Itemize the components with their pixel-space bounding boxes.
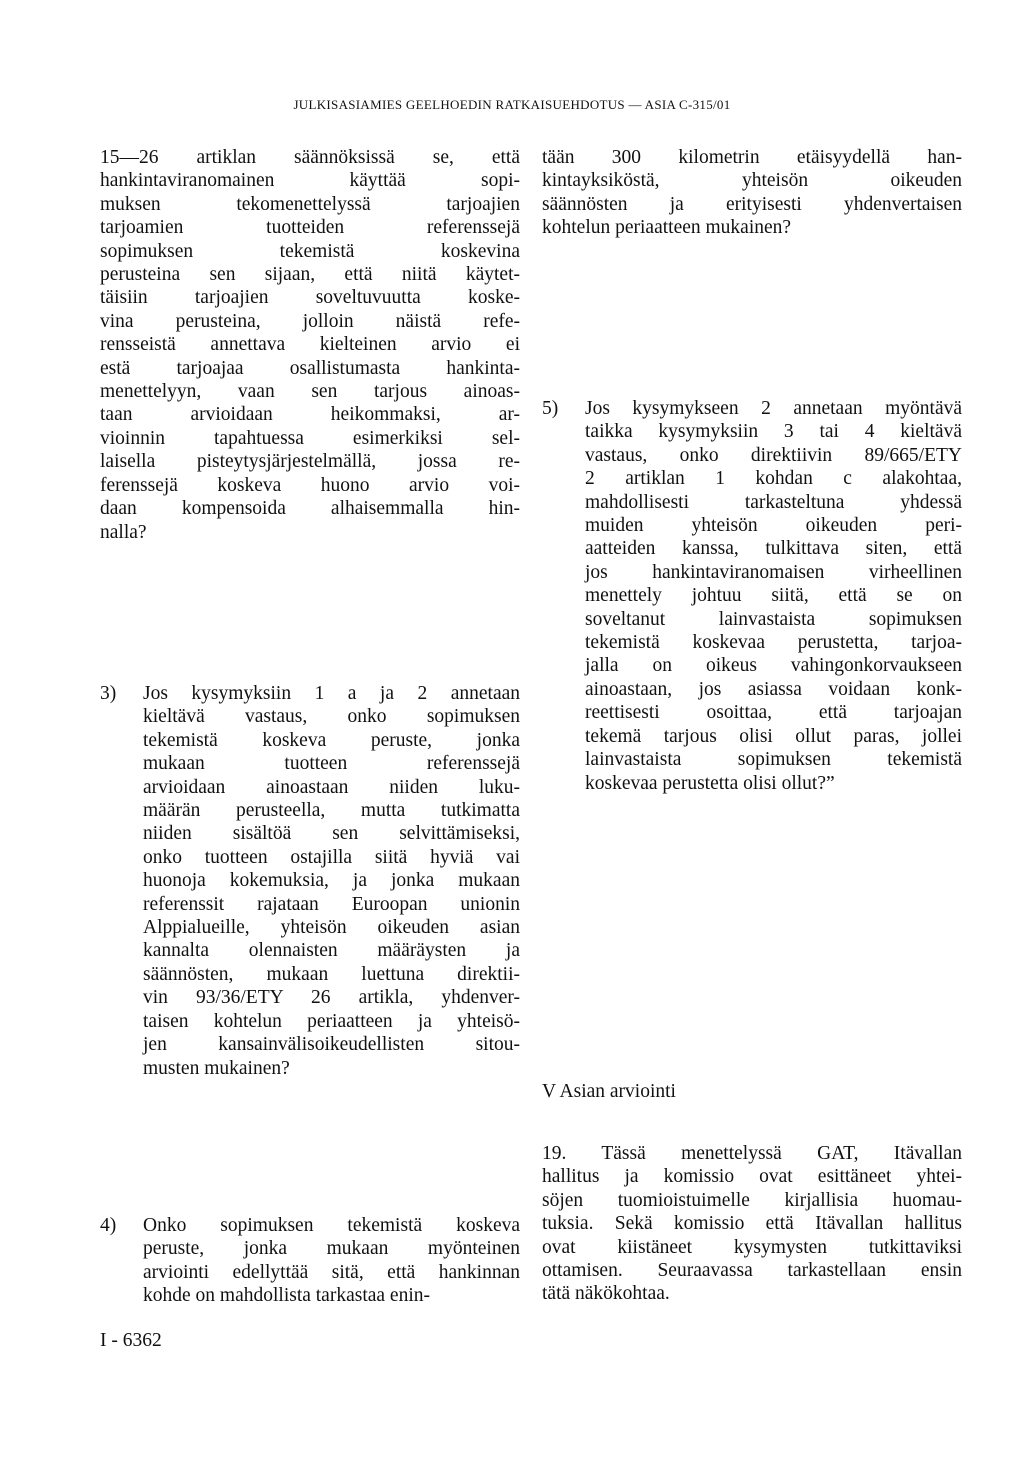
text-line: Jos kysymyksiin 1 a ja 2 annetaan [143,683,520,704]
question-3-text [143,682,520,1080]
text-line: nalla? [100,521,147,543]
text-line: huonoja kokemuksia, ja jonka mukaan [143,870,520,892]
text-line: perusteina sen sijaan, että niitä käytet- [100,264,520,286]
text-line: muiden yhteisön oikeuden peri- [585,515,962,537]
text-line: laisella pisteytysjärjestelmällä, jossa re- [100,451,520,473]
text-line: peruste, jonka mukaan myönteinen [143,1238,520,1260]
text-line: kieltävä vastaus, onko sopimuksen [143,706,520,728]
text-line: jalla on oikeus vahingonkorvaukseen [585,655,962,677]
text-line: säännösten ja erityisesti yhdenvertaisen [542,193,962,215]
question-number: 5) [542,398,559,419]
question-5-text [585,397,962,795]
text-line: estä tarjoajaa osallistumasta hankinta- [100,357,520,379]
text-line: kannalta olennaisten määräysten ja [143,940,520,962]
text-line: taikka kysymyksiin 3 tai 4 kieltävä [585,421,962,443]
text-line: tarjoamien tuotteiden referenssejä [100,217,520,239]
text-line: mukaan tuotteen referenssejä [143,753,520,775]
text-line: aatteiden kanssa, tulkittava siten, että [585,538,962,560]
text-line: kohde on mahdollista tarkastaa enin- [143,1285,430,1307]
text-line: lainvastaista sopimuksen tekemistä [585,749,962,771]
text-line: daan kompensoida alhaisemmalla hin- [100,498,520,520]
right-column-continuation [542,146,962,240]
text-line: tekemä tarjous olisi ollut paras, jollei [585,725,962,747]
text-line: sopimuksen tekemistä koskevina [100,240,520,262]
text-line: musten mukainen? [143,1057,290,1079]
text-line: vin 93/36/ETY 26 artikla, yhdenver- [143,987,520,1009]
text-line: hankintaviranomainen käyttää sopi- [100,170,520,192]
text-line: mahdollisesti tarkasteltuna yhdessä [585,491,962,513]
paragraph-continuation-right [542,146,962,240]
text-line: ferenssejä koskeva huono arvio voi- [100,474,520,496]
text-line: täisiin tarjoajien soveltuvuutta koske- [100,287,520,309]
text-line: söjen tuomioistuimelle kirjallisia huomau- [542,1189,962,1211]
question-5 [542,397,962,795]
text-line: muksen tekomenettelyssä tarjoajien [100,193,520,215]
text-line: ottamisen. Seuraavassa tarkastellaan ensin [542,1260,962,1282]
text-line: Alppialueille, yhteisön oikeuden asian [143,917,520,939]
text-line: Jos kysymykseen 2 annetaan myöntävä [585,398,962,419]
text-line: tekemistä koskevaa perustetta, tarjoa- [585,632,962,654]
running-header: JULKISASIAMIES GEELHOEDIN RATKAISUEHDOTUS — ASIA C-315/01 [293,97,731,112]
text-line: vina perusteina, jolloin näistä refe- [100,310,520,332]
paragraph-19 [542,1142,962,1306]
text-line: reettisesti osoittaa, että tarjoajan [585,702,962,724]
text-line: ovat kiistäneet kysymysten tutkittaviksi [542,1236,962,1258]
text-line: 19. Tässä menettelyssä GAT, Itävallan [542,1143,962,1164]
text-line: taan arvioidaan heikommaksi, ar- [100,404,520,426]
text-line: rensseistä annettava kielteinen arvio ei [100,334,520,356]
page-number: I - 6362 [100,1330,162,1351]
question-number: 3) [100,683,117,704]
text-line: säännösten, mukaan luettuna direktii- [143,963,520,985]
text-line: jos hankintaviranomaisen virheellinen [585,561,962,583]
section-heading: V Asian arviointi [542,1081,676,1102]
text-line: tään 300 kilometrin etäisyydellä han- [542,147,962,168]
text-line: menettelyyn, vaan sen tarjous ainoas- [100,381,520,403]
text-line: tekemistä koskeva peruste, jonka [143,729,520,751]
text-line: hallitus ja komissio ovat esittäneet yhtei- [542,1166,962,1188]
text-line: niiden sisältöä sen selvittämiseksi, [143,823,520,845]
text-line: määrän perusteella, mutta tutkimatta [143,800,520,822]
text-line: tuksia. Sekä komissio että Itävallan hallitus [542,1213,962,1235]
question-3 [100,682,520,1080]
text-line: koskevaa perustetta olisi ollut?” [585,772,835,794]
left-column-continuation [100,146,520,544]
text-line: 2 artiklan 1 kohdan c alakohtaa, [585,468,962,490]
paragraph-continuation-left [100,146,520,544]
paragraph-19-text [542,1142,962,1306]
text-line: ainoastaan, jos asiassa voidaan konk- [585,678,962,700]
text-line: kintayksiköstä, yhteisön oikeuden [542,170,962,192]
text-line: soveltanut lainvastaista sopimuksen [585,608,962,630]
text-line: vastaus, onko direktiivin 89/665/ETY [585,444,962,466]
text-line: Onko sopimuksen tekemistä koskeva [143,1215,520,1236]
text-line: onko tuotteen ostajilla siitä hyviä vai [143,846,520,868]
text-line: taisen kohtelun periaatteen ja yhteisö- [143,1010,520,1032]
text-line: tätä näkökohtaa. [542,1283,670,1305]
text-line: arvioidaan ainoastaan niiden luku- [143,776,520,798]
question-4 [100,1214,520,1308]
question-number: 4) [100,1215,117,1236]
text-line: menettely johtuu siitä, että se on [585,585,962,607]
text-line: jen kansainvälisoikeudellisten sitou- [143,1034,520,1056]
text-line: 15—26 artiklan säännöksissä se, että [100,147,520,168]
text-line: vioinnin tapahtuessa esimerkiksi sel- [100,427,520,449]
question-4-text [143,1214,520,1308]
text-line: kohtelun periaatteen mukainen? [542,217,792,239]
text-line: referenssit rajataan Euroopan unionin [143,893,520,915]
text-line: arviointi edellyttää sitä, että hankinnan [143,1261,520,1283]
